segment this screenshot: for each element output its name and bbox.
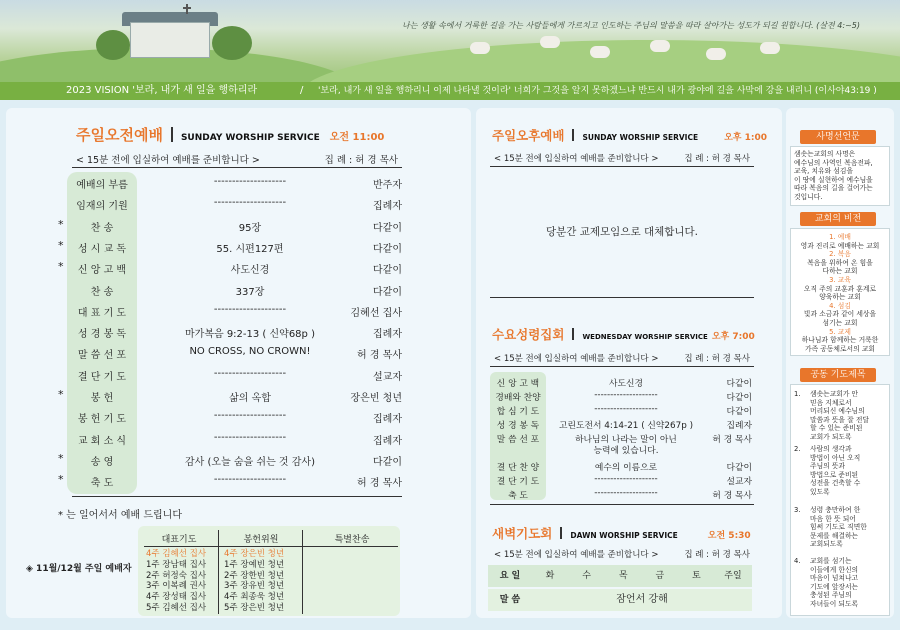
dawn-leader: 집 례 : 허 경 목사 (684, 550, 750, 560)
mission-text (794, 150, 888, 202)
sheep-image (650, 40, 670, 52)
title-divider (560, 527, 562, 539)
vision-item-body: 복음을 위하여 온 힘을 (807, 258, 873, 267)
special-song-header: 특별찬송 (334, 535, 370, 545)
order-item-content: 삶의 옥합 (229, 393, 271, 404)
prayer-assignment: 3주 이복례 권사 (146, 581, 207, 592)
divider-line (490, 297, 754, 298)
prayer-topic-line: 교회를 섬기는 (810, 557, 852, 565)
vision-item-head: 4. 섬김 (829, 301, 851, 310)
wednesday-item-leader: 다같이 (726, 379, 752, 389)
sheep-image (590, 46, 610, 58)
order-item-content: 마가복음 9:2-13 ( 신약68p ) (185, 329, 315, 341)
prayer-topic-line: 할 수 있는 준비된 (810, 424, 863, 433)
sunday-am-time: 오전 11:00 (329, 132, 385, 143)
wednesday-item-content: -------------------- (594, 474, 658, 484)
vision-item-head: 2. 복음 (829, 250, 851, 259)
wednesday-item-content: 예수의 이름으로 (594, 463, 658, 473)
wednesday-item-content-2: 능력에 있습니다. (593, 446, 659, 456)
order-item-label: 송 영 (90, 456, 114, 468)
wednesday-title-kr: 수요성령집회 (492, 327, 565, 342)
order-item-leader: 허 경 목사 (357, 478, 402, 490)
wednesday-item-content: 사도신경 (609, 379, 643, 389)
sunday-pm-title-kr: 주일오후예배 (492, 128, 565, 143)
stand-marker: * (58, 260, 64, 274)
mission-line: 것입니다. (794, 192, 823, 201)
dawn-day: 토 (692, 571, 701, 581)
title-divider (171, 127, 173, 142)
prayer-topic-number: 3. (794, 506, 801, 514)
prayer-topic-line: 이들에게 한신의 (810, 565, 859, 574)
sheep-image (760, 42, 780, 54)
sunday-pm-info (490, 152, 754, 164)
prayer-topic-line: 충성된 주님의 (810, 591, 852, 600)
vision-item-body: 하나님과 함께하는 거룩한 (801, 336, 879, 345)
dawn-day-label: 요 일 (499, 571, 521, 581)
order-item-content: 감사 (오늘 숨을 쉬는 것 감사) (185, 456, 315, 468)
order-item-content: -------------------- (213, 474, 287, 486)
prayer-topic-line: 사람의 생각과 (810, 445, 852, 453)
sheep-image (540, 36, 560, 48)
sunday-am-title (76, 124, 384, 145)
wednesday-item-label: 결 단 기 도 (496, 477, 540, 487)
wednesday-item-leader: 다같이 (726, 393, 752, 403)
sunday-pm-time: 오후 1:00 (724, 133, 768, 143)
prayer-topic-line: 마음 한 뜻 되어 (810, 514, 856, 523)
sunday-am-prep: < 15분 전에 입실하여 예배를 준비합니다 > (76, 155, 260, 166)
order-item-leader: 김혜선 집사 (350, 307, 402, 319)
sunday-pm-title-en: SUNDAY WORSHIP SERVICE (582, 133, 699, 142)
prayer-topic-line: 말씀과 뜻을 잘 전달 (810, 415, 870, 424)
dawn-word-label: 말 씀 (499, 595, 521, 605)
mission-line: 교육, 치유와 섬김을 (794, 167, 854, 176)
dawn-day: 화 (545, 571, 555, 581)
sunday-pm-title (492, 126, 767, 144)
offering-assignment: 4주 최종욱 청년 (224, 592, 285, 603)
stand-note: * 는 일어서서 예배 드립니다 (58, 510, 182, 521)
order-item-content: NO CROSS, NO CROWN! (189, 346, 311, 358)
mission-line: 예수님의 사역인 복음전파, (794, 158, 873, 167)
prayer-assignment: 4주 김혜선 집사 (146, 549, 207, 559)
order-item-leader: 집례자 (373, 414, 402, 426)
cross-icon (186, 4, 188, 14)
prayer-assignment: 1주 장남태 집사 (146, 559, 207, 570)
vision-item-body: 빛과 소금과 같이 세상을 (803, 310, 877, 319)
order-item-content: -------------------- (213, 410, 287, 422)
wednesday-item-leader: 다같이 (726, 463, 752, 473)
order-item-leader: 다같이 (373, 286, 402, 298)
wednesday-item-leader: 허 경 목사 (712, 491, 752, 501)
order-item-leader: 설교자 (373, 371, 402, 383)
wednesday-item-label: 신 앙 고 백 (496, 379, 540, 389)
stand-marker: * (58, 473, 64, 487)
order-item-leader: 다같이 (373, 222, 402, 234)
header-banner (0, 0, 900, 82)
prayer-assignment: 2주 허정숙 집사 (146, 570, 207, 581)
order-item-label: 신 앙 고 백 (77, 265, 127, 277)
table-column-line (302, 530, 303, 614)
order-item-label: 임재의 기원 (76, 201, 128, 213)
order-item-content: -------------------- (213, 176, 287, 187)
order-item-label: 찬 송 (90, 222, 114, 234)
vision-bar (0, 82, 900, 100)
order-item-content: 사도신경 (230, 265, 270, 277)
stand-marker: * (58, 238, 64, 252)
dawn-info (490, 548, 754, 560)
vision-item-body: 가족 공동체로서의 교회 (805, 344, 875, 353)
vision-verse: '보라, 내가 새 일을 행하리니 이제 나타낼 것이라' 너희가 그것을 알지 못하겠느냐 반드시 내가 광야에 길을 사막에 강을 내리니 (이사야43:19 ) (318, 86, 877, 96)
offering-assignment: 5주 장은빈 청년 (224, 603, 285, 613)
wednesday-item-label: 결 단 찬 양 (496, 463, 540, 473)
order-item-leader: 다같이 (373, 265, 402, 277)
wednesday-item-leader: 허 경 목사 (712, 435, 752, 445)
offering-assignment: 4주 장은빈 청년 (224, 549, 285, 559)
dawn-schedule-table (488, 565, 752, 612)
dawn-day: 목 (618, 571, 628, 581)
mission-title: 사명선언문 (800, 130, 876, 144)
prayer-assignment: 4주 장성태 집사 (146, 592, 207, 603)
vision-item-body: 섬기는 교회 (822, 318, 858, 327)
prayer-topic-number: 4. (794, 557, 801, 565)
wednesday-item-content: -------------------- (594, 488, 658, 498)
vision-item-body: 영과 진리로 예배하는 교회 (800, 241, 880, 250)
wednesday-item-label: 성 경 봉 독 (496, 421, 540, 431)
sunday-pm-prep: < 15분 전에 입실하여 예배를 준비합니다 > (494, 154, 659, 164)
sunday-am-title-kr: 주일오전예배 (76, 126, 163, 144)
wednesday-leader: 집 례 : 허 경 목사 (684, 354, 750, 364)
offering-assignment: 3주 장유빈 청년 (224, 581, 285, 592)
order-item-content: -------------------- (213, 197, 287, 209)
table-column-line (218, 530, 219, 614)
vision-separator: / (300, 85, 304, 96)
order-item-label: 봉 헌 (90, 393, 114, 404)
wednesday-item-label: 경배와 찬양 (495, 393, 541, 403)
wednesday-title (492, 325, 755, 343)
stand-marker: * (58, 217, 64, 231)
order-item-label: 대 표 기 도 (77, 307, 127, 319)
order-item-leader: 반주자 (373, 180, 402, 191)
prayer-topic-line: 마음이 넘쳐나고 (810, 574, 859, 583)
order-item-label: 축 도 (90, 478, 114, 490)
order-item-label: 성 경 봉 독 (77, 329, 127, 341)
stand-marker: * (58, 388, 64, 401)
prayer-topic-line: 성전을 건축할 수 (810, 479, 861, 488)
prayer-topic-line: 머리되신 예수님의 (810, 407, 865, 416)
order-item-leader: 집례자 (373, 201, 402, 213)
church-building-image (130, 22, 210, 58)
prayer-header: 대표기도 (161, 535, 197, 545)
dawn-time: 오전 5:30 (707, 531, 751, 541)
wednesday-item-label: 축 도 (508, 491, 528, 501)
order-item-label: 결 단 기 도 (77, 371, 127, 383)
dawn-prep: < 15분 전에 입실하여 예배를 준비합니다 > (494, 550, 659, 560)
wednesday-info (490, 352, 754, 364)
dawn-title (492, 524, 751, 542)
mission-line: 샘솟는교회의 사명은 (794, 150, 856, 158)
prayer-topic-line: 주님의 뜻과 (810, 462, 845, 471)
prayer-topic-line: 문제를 해결하는 (810, 531, 859, 540)
prayer-topic-line: 방법으로 준비된 (810, 470, 859, 479)
wednesday-item-content: 하나님의 나라는 말이 아닌 (575, 435, 677, 445)
wednesday-item-label: 말 씀 선 포 (496, 435, 540, 445)
order-item-content: -------------------- (213, 431, 287, 443)
prayer-topic-line: 믿음 지체로서 (810, 398, 852, 407)
prayer-topic-line: 기도에 앞장서는 (810, 582, 859, 591)
order-item-label: 교 회 소 식 (77, 435, 127, 447)
title-divider (572, 129, 574, 141)
prayer-topic-number: 1. (794, 390, 801, 398)
divider-line (490, 166, 754, 167)
order-item-label: 봉 헌 기 도 (77, 414, 127, 426)
order-item-label: 예배의 부름 (76, 180, 128, 191)
prayer-topic-line: 힘써 기도로 직면한 (810, 523, 867, 532)
order-item-content: 95장 (238, 222, 262, 234)
order-item-content: 55. 시편127편 (216, 243, 284, 255)
sunday-pm-notice: 당분간 교제모임으로 대체합니다. (545, 226, 698, 238)
sunday-am-info (72, 152, 402, 166)
vision-item-body: 다하는 교회 (822, 267, 858, 276)
offering-assignment: 1주 장예빈 청년 (224, 559, 285, 570)
mission-line: 이 땅에 실현하여 예수님을 (794, 175, 873, 184)
dawn-word: 잠언서 강해 (616, 594, 668, 605)
order-item-label: 성 시 교 독 (77, 243, 127, 255)
wednesday-prep: < 15분 전에 입실하여 예배를 준비합니다 > (494, 354, 659, 364)
order-item-content: -------------------- (213, 367, 287, 379)
vision-title: 교회의 비전 (800, 212, 876, 226)
order-item-leader: 집례자 (373, 435, 402, 447)
header-verse: 나는 생활 속에서 거룩한 길을 가는 사람들에게 가르치고 인도하는 주님의 말씀을 따라 살아가는 성도가 되길 원합니다. (살전 4:~5) (402, 21, 860, 30)
divider-line (490, 366, 754, 367)
wednesday-item-content: -------------------- (594, 404, 658, 414)
divider-line (72, 496, 402, 497)
order-item-leader: 다같이 (373, 243, 402, 255)
order-item-content: 337장 (235, 286, 265, 298)
offering-header: 봉헌위원 (243, 535, 279, 545)
offering-assignment: 2주 장한빈 청년 (224, 570, 285, 581)
dawn-day: 금 (655, 571, 665, 581)
service-team-label: ◈ 11월/12월 주일 예배자 (26, 564, 132, 574)
sheep-image (706, 48, 726, 60)
order-item-content: -------------------- (213, 303, 287, 315)
order-item-leader: 장은빈 청년 (350, 393, 402, 404)
order-item-leader: 다같이 (373, 456, 402, 468)
prayer-topic-line: 있도록 (810, 488, 830, 496)
prayer-topic-line: 샘솟는교회가 안 (810, 390, 859, 398)
divider-line (490, 504, 754, 505)
dawn-day: 주일 (724, 571, 742, 581)
wednesday-time: 오후 7:00 (711, 332, 755, 342)
divider-line (72, 167, 402, 168)
wednesday-item-label: 합 심 기 도 (496, 407, 540, 417)
prayer-topic-number: 2. (794, 445, 801, 453)
vision-item-body: 양육하는 교회 (819, 293, 861, 302)
vision-item-head: 1. 예배 (829, 233, 851, 241)
sunday-pm-leader: 집 례 : 허 경 목사 (684, 154, 750, 164)
sheep-image (470, 42, 490, 54)
vision-item-head: 5. 교제 (829, 327, 851, 336)
prayer-topic-line: 성령 충만하여 한 (810, 506, 861, 514)
order-item-label: 말 씀 선 포 (77, 350, 127, 362)
wednesday-item-content: 고린도전서 4:14-21 ( 신약267p ) (558, 421, 694, 431)
wednesday-item-leader: 집례자 (726, 421, 752, 431)
dawn-title-en: DAWN WORSHIP SERVICE (570, 531, 678, 540)
sunday-am-title-en: SUNDAY WORSHIP SERVICE (180, 133, 320, 143)
vision-item-body: 오직 주의 교훈과 훈계로 (803, 284, 877, 293)
order-item-label: 찬 송 (90, 286, 114, 298)
prayer-topic-line: 교회가 되도록 (810, 433, 852, 441)
order-item-leader: 집례자 (373, 329, 402, 341)
prayer-topic-line: 교회되도록 (810, 540, 843, 549)
wednesday-item-content: -------------------- (594, 390, 658, 400)
table-header-line (144, 546, 398, 547)
sunday-am-leader: 집 례 : 허 경 목사 (324, 155, 398, 166)
vision-item-head: 3. 교육 (829, 275, 851, 284)
prayer-topic-line: 방법이 아닌 오직 (810, 453, 861, 462)
title-divider (572, 328, 574, 340)
dawn-day: 수 (582, 571, 591, 581)
order-item-leader: 허 경 목사 (357, 350, 402, 362)
wednesday-title-en: WEDNESDAY WORSHIP SERVICE (582, 333, 708, 341)
wednesday-item-leader: 다같이 (726, 407, 752, 417)
prayer-topic-line: 자녀들이 되도록 (810, 600, 859, 608)
vision-text (792, 233, 888, 353)
vision-label: 2023 VISION '보라, 내가 새 일을 행하리라 (66, 85, 258, 96)
mission-line: 따라 복음의 길을 걸어가는 (794, 184, 873, 193)
prayer-assignment: 5주 김혜선 집사 (146, 603, 207, 613)
dawn-title-kr: 새벽기도회 (492, 526, 553, 541)
tree-image (212, 26, 252, 60)
wednesday-item-leader: 설교자 (726, 477, 752, 487)
prayer-topics-title: 공동 기도제목 (800, 368, 876, 382)
tree-image (96, 30, 130, 60)
stand-marker: * (58, 451, 64, 465)
